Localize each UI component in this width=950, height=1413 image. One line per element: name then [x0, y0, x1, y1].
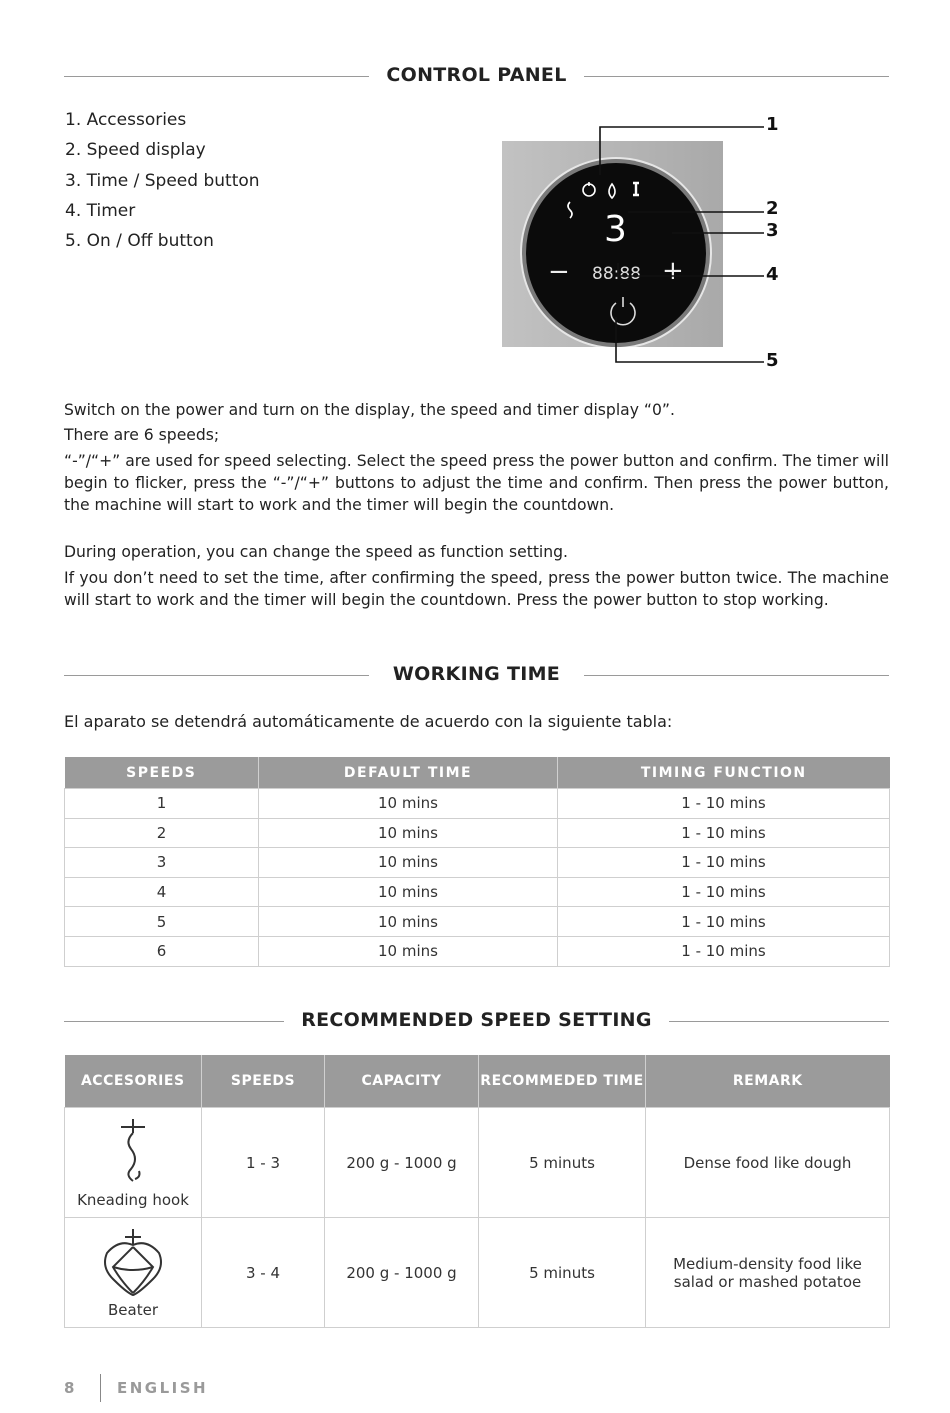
speed-display: 3 [604, 209, 627, 250]
beater-icon [98, 1227, 168, 1297]
beater-icon [609, 184, 615, 198]
instruction-paragraph: “-”/“+” are used for speed selecting. Select the speed press the power button and confirm. The timer will begin to flicker, press the “-”/“+” buttons to adjust the time and confirm. Then press the power button, the machine will start to work and the timer will begin the countdown. [64, 452, 889, 514]
table-cell: 1 - 10 mins [558, 936, 890, 966]
table-cell: 10 mins [259, 877, 558, 907]
table-cell: 4 [65, 877, 259, 907]
accessory-name: Beater [108, 1300, 158, 1319]
table-cell: 3 - 4 [202, 1218, 325, 1328]
table-cell: 10 mins [259, 936, 558, 966]
footer-language: ENGLISH [117, 1379, 209, 1397]
table-row [65, 1108, 890, 1218]
column-header: RECOMMEDED TIME [479, 1055, 646, 1108]
page-number: 8 [64, 1379, 75, 1397]
accessory-cell [65, 1108, 202, 1218]
legend-item: 1. Accessories [65, 110, 187, 130]
instruction-paragraph: If you don’t need to set the time, after confirming the speed, press the power button twice. The machine will start to work and the timer will begin the countdown. Press the power button to stop working. [64, 569, 889, 609]
legend-item: 3. Time / Speed button [65, 170, 260, 191]
column-header: SPEEDS [202, 1055, 325, 1108]
column-header: SPEEDS [65, 757, 259, 789]
table-cell: 10 mins [259, 818, 558, 848]
column-header: CAPACITY [325, 1055, 479, 1108]
column-header: DEFAULT TIME [259, 757, 558, 789]
legend-item: 5. On / Off button [65, 231, 214, 252]
control-panel-heading [64, 64, 889, 88]
table-cell: Dense food like dough [646, 1108, 890, 1218]
working-time-heading [64, 663, 889, 687]
plus-button: + [662, 256, 684, 286]
working-time-intro: El aparato se detendrá automáticamente de acuerdo con la siguiente tabla: [64, 712, 673, 731]
power-button-icon [611, 297, 635, 325]
hook-icon [568, 202, 572, 218]
instruction-paragraph: Switch on the power and turn on the display, the speed and timer display “0”. [64, 401, 675, 419]
table-row [65, 1218, 890, 1328]
table-cell: 1 - 10 mins [558, 848, 890, 878]
column-header: REMARK [646, 1055, 890, 1108]
table-cell: 200 g - 1000 g [325, 1218, 479, 1328]
table-cell: 1 - 10 mins [558, 877, 890, 907]
table-cell: 3 [65, 848, 259, 878]
column-header: ACCESORIES [65, 1055, 202, 1108]
callout-5: 5 [766, 350, 779, 371]
table-row [65, 936, 890, 966]
table-cell: 10 mins [259, 907, 558, 937]
timer-display: 88:88 [592, 264, 641, 284]
table-row [65, 848, 890, 878]
bar-icon [633, 183, 639, 195]
table-cell: 5 [65, 907, 259, 937]
table-cell: 1 [65, 789, 259, 819]
legend-item: 2. Speed display [65, 140, 206, 161]
working-time-title: WORKING TIME [392, 663, 561, 685]
table-cell: 1 - 3 [202, 1108, 325, 1218]
table-cell: 1 - 10 mins [558, 789, 890, 819]
working-time-table [64, 757, 890, 967]
callout-1: 1 [766, 114, 779, 135]
table-header-row [65, 1055, 890, 1108]
minus-button: − [548, 257, 570, 287]
control-panel-image [502, 141, 723, 347]
legend-item: 4. Timer [65, 200, 136, 221]
instruction-paragraph: There are 6 speeds; [64, 426, 220, 444]
table-cell: Medium-density food like salad or mashed potatoe [646, 1218, 890, 1328]
recommended-title: RECOMMENDED SPEED SETTING [301, 1009, 652, 1031]
table-header-row [65, 757, 890, 789]
accessory-cell [65, 1218, 202, 1328]
column-header: TIMING FUNCTION [558, 757, 890, 789]
table-row [65, 907, 890, 937]
callout-4: 4 [766, 264, 779, 285]
table-cell: 6 [65, 936, 259, 966]
table-cell: 2 [65, 818, 259, 848]
table-cell: 200 g - 1000 g [325, 1108, 479, 1218]
control-panel-legend [65, 108, 260, 259]
table-cell: 10 mins [259, 789, 558, 819]
footer-divider [100, 1374, 101, 1402]
control-panel-title: CONTROL PANEL [386, 64, 567, 86]
callout-2: 2 [766, 198, 779, 219]
table-row [65, 818, 890, 848]
table-cell: 5 minuts [479, 1218, 646, 1328]
table-cell: 5 minuts [479, 1108, 646, 1218]
accessory-name: Kneading hook [77, 1190, 189, 1209]
control-dial [526, 163, 706, 343]
instruction-paragraph: During operation, you can change the speed as function setting. [64, 543, 569, 561]
table-cell: 10 mins [259, 848, 558, 878]
table-row [65, 789, 890, 819]
recommended-heading [64, 1009, 889, 1033]
recommended-table [64, 1055, 890, 1328]
table-cell: 1 - 10 mins [558, 818, 890, 848]
callout-3: 3 [766, 220, 779, 241]
table-row [65, 877, 890, 907]
kneading-hook-icon [113, 1117, 153, 1187]
accessory-icons [526, 163, 706, 343]
table-cell: 1 - 10 mins [558, 907, 890, 937]
